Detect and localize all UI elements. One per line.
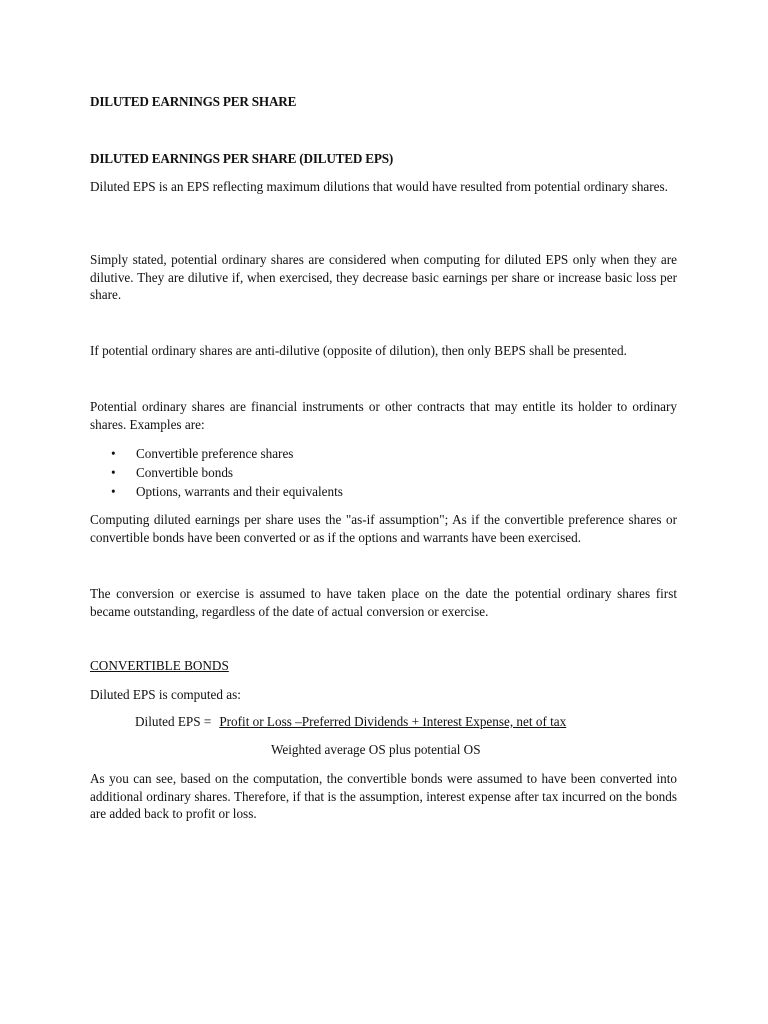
paragraph-conversion-date: The conversion or exercise is assumed to have taken place on the date the potential ordinary shares first became outstanding, regardless of the date of actual conversion or exercise. [90,586,677,619]
formula-numerator: Profit or Loss –Preferred Dividends + Interest Expense, net of tax [219,714,567,729]
section-heading-convertible-bonds: CONVERTIBLE BONDS [90,658,229,673]
list-item [90,482,343,501]
list-item [90,463,343,482]
section-title-diluted-eps: DILUTED EARNINGS PER SHARE (DILUTED EPS) [90,151,394,166]
paragraph-computed-as: Diluted EPS is computed as: [90,687,241,702]
formula-label: Diluted EPS = [135,714,212,729]
paragraph-conclusion: As you can see, based on the computation, the convertible bonds were assumed to have been converted into additional ordinary shares. Therefore, if that is the assumption, interest expense after tax incurred on the bonds are added back to profit or loss. [90,771,677,821]
bullet-icon: • [111,465,116,480]
paragraph-anti-dilutive: If potential ordinary shares are anti-dilutive (opposite of dilution), then only BEPS shall be presented. [90,343,627,358]
bullet-icon: • [111,446,116,461]
bullet-icon: • [111,484,116,499]
document-title: DILUTED EARNINGS PER SHARE [90,94,297,109]
list-item-label: Convertible bonds [136,465,234,480]
formula-denominator: Weighted average OS plus potential OS [271,742,481,757]
paragraph-dilutive: Simply stated, potential ordinary shares are considered when computing for diluted EPS only when they are dilutive. They are dilutive if, when exercised, they decrease basic earnings per share or increase basic loss per share. [90,252,677,302]
list-item [90,444,343,463]
paragraph-as-if: Computing diluted earnings per share uses the "as-if assumption"; As if the convertible preference shares or convertible bonds have been converted or as if the options and warrants have been exercised. [90,512,677,545]
list-item-label: Options, warrants and their equivalents [136,484,343,499]
list-item-label: Convertible preference shares [136,446,294,461]
examples-list [90,444,343,501]
paragraph-definition: Diluted EPS is an EPS reflecting maximum dilutions that would have resulted from potential ordinary shares. [90,179,668,194]
formula-line [135,713,566,731]
paragraph-potential-shares: Potential ordinary shares are financial instruments or other contracts that may entitle its holder to ordinary shares. Examples are: [90,399,677,432]
